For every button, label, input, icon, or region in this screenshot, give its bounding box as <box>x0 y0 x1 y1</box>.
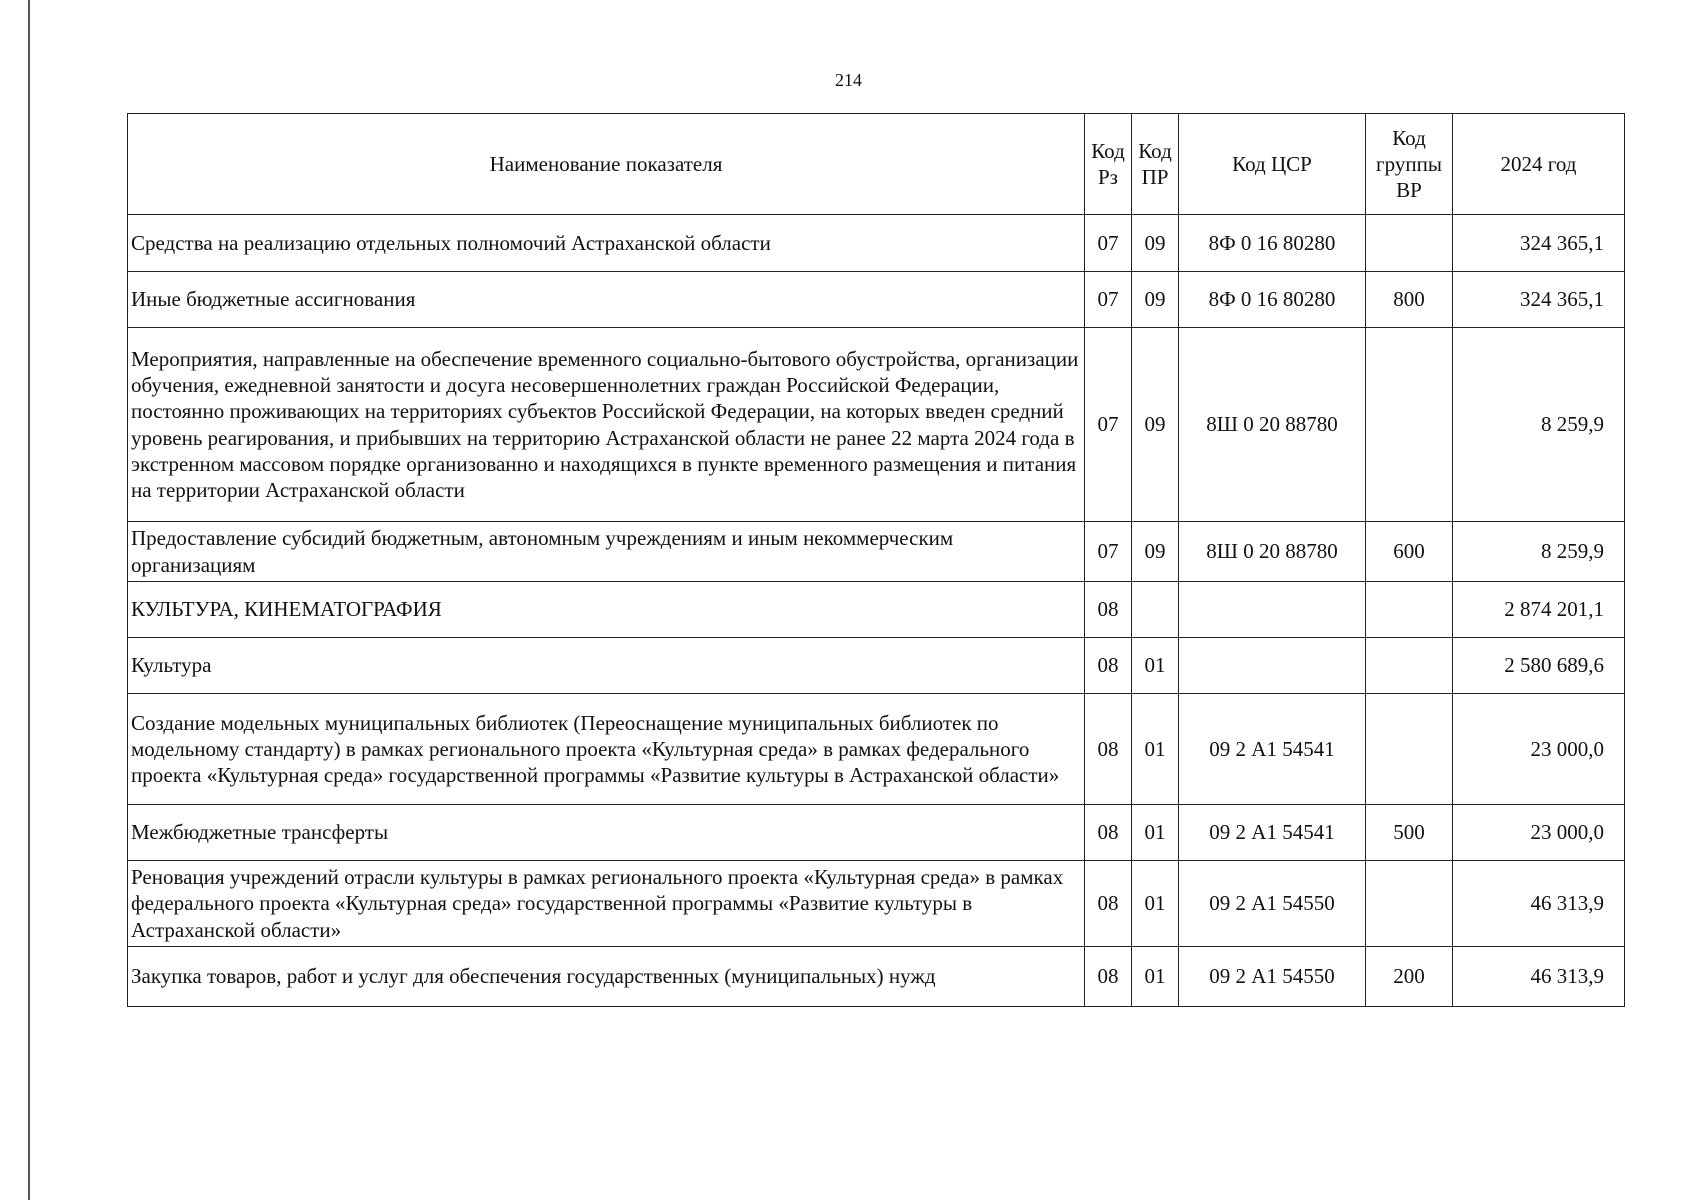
row-vr <box>1366 328 1453 522</box>
row-rz: 07 <box>1085 522 1132 582</box>
row-name: Мероприятия, направленные на обеспечение временного социально-бытового обустройства, организации обучения, ежедневной занятости и досуга несовершеннолетних граждан Российской Федерации, постоянно проживающих на территориях субъектов Российской Федерации, на которых введен средний уровень реагирования, и прибывших на территорию Астраханской области не ранее 22 марта 2024 года в экстренном массовом порядке организованно и находящихся в пункте временного размещения и питания на территории Астраханской области <box>128 328 1085 522</box>
row-csr: 09 2 А1 54541 <box>1179 694 1366 805</box>
table-header-row <box>128 114 1625 215</box>
row-pr: 09 <box>1132 522 1179 582</box>
row-rz: 07 <box>1085 328 1132 522</box>
table-row <box>128 694 1625 805</box>
row-name: Предоставление субсидий бюджетным, автономным учреждениям и иным некоммерческим организациям <box>128 522 1085 582</box>
row-pr: 09 <box>1132 272 1179 328</box>
row-pr <box>1132 582 1179 638</box>
table-row <box>128 272 1625 328</box>
row-vr <box>1366 861 1453 947</box>
row-pr: 01 <box>1132 638 1179 694</box>
row-amount: 46 313,9 <box>1453 947 1625 1007</box>
header-rz: Код Рз <box>1085 114 1132 215</box>
row-vr: 600 <box>1366 522 1453 582</box>
table-row <box>128 947 1625 1007</box>
row-pr: 01 <box>1132 805 1179 861</box>
row-amount: 23 000,0 <box>1453 805 1625 861</box>
header-csr: Код ЦСР <box>1179 114 1366 215</box>
table-row <box>128 638 1625 694</box>
row-csr: 8Ш 0 20 88780 <box>1179 328 1366 522</box>
row-name: Культура <box>128 638 1085 694</box>
row-name: Средства на реализацию отдельных полномочий Астраханской области <box>128 215 1085 272</box>
row-rz: 08 <box>1085 947 1132 1007</box>
row-vr <box>1366 694 1453 805</box>
row-name: КУЛЬТУРА, КИНЕМАТОГРАФИЯ <box>128 582 1085 638</box>
row-name: Создание модельных муниципальных библиотек (Переоснащение муниципальных библиотек по модельному стандарту) в рамках регионального проекта «Культурная среда» в рамках федерального проекта «Культурная среда» государственной программы «Развитие культуры в Астраханской области» <box>128 694 1085 805</box>
row-rz: 08 <box>1085 861 1132 947</box>
row-vr: 800 <box>1366 272 1453 328</box>
table-row <box>128 805 1625 861</box>
row-amount: 8 259,9 <box>1453 522 1625 582</box>
row-name: Закупка товаров, работ и услуг для обеспечения государственных (муниципальных) нужд <box>128 947 1085 1007</box>
table-row <box>128 861 1625 947</box>
row-pr: 01 <box>1132 947 1179 1007</box>
row-amount: 23 000,0 <box>1453 694 1625 805</box>
header-pr: Код ПР <box>1132 114 1179 215</box>
row-vr <box>1366 638 1453 694</box>
row-pr: 09 <box>1132 328 1179 522</box>
row-rz: 08 <box>1085 805 1132 861</box>
row-pr: 01 <box>1132 861 1179 947</box>
row-vr <box>1366 582 1453 638</box>
scan-edge-line <box>28 0 30 1200</box>
row-rz: 07 <box>1085 215 1132 272</box>
row-pr: 01 <box>1132 694 1179 805</box>
row-rz: 08 <box>1085 638 1132 694</box>
row-name: Реновация учреждений отрасли культуры в рамках регионального проекта «Культурная среда» в рамках федерального проекта «Культурная среда» государственной программы «Развитие культуры в Астраханской области» <box>128 861 1085 947</box>
row-vr: 500 <box>1366 805 1453 861</box>
table-row <box>128 522 1625 582</box>
row-csr: 09 2 А1 54550 <box>1179 861 1366 947</box>
row-vr: 200 <box>1366 947 1453 1007</box>
row-pr: 09 <box>1132 215 1179 272</box>
row-amount: 324 365,1 <box>1453 272 1625 328</box>
row-amount: 2 580 689,6 <box>1453 638 1625 694</box>
row-name: Иные бюджетные ассигнования <box>128 272 1085 328</box>
page-number: 214 <box>835 70 862 90</box>
row-csr: 8Ф 0 16 80280 <box>1179 215 1366 272</box>
row-vr <box>1366 215 1453 272</box>
row-csr: 09 2 А1 54550 <box>1179 947 1366 1007</box>
table-row <box>128 582 1625 638</box>
header-name: Наименование показателя <box>128 114 1085 215</box>
row-amount: 46 313,9 <box>1453 861 1625 947</box>
row-name: Межбюджетные трансферты <box>128 805 1085 861</box>
row-csr <box>1179 582 1366 638</box>
row-amount: 2 874 201,1 <box>1453 582 1625 638</box>
row-rz: 08 <box>1085 582 1132 638</box>
row-csr: 8Ш 0 20 88780 <box>1179 522 1366 582</box>
header-vr: Код группы ВР <box>1366 114 1453 215</box>
row-rz: 08 <box>1085 694 1132 805</box>
row-csr: 09 2 А1 54541 <box>1179 805 1366 861</box>
table-row <box>128 328 1625 522</box>
budget-table <box>127 113 1625 1007</box>
row-amount: 324 365,1 <box>1453 215 1625 272</box>
row-csr <box>1179 638 1366 694</box>
row-csr: 8Ф 0 16 80280 <box>1179 272 1366 328</box>
row-amount: 8 259,9 <box>1453 328 1625 522</box>
table-row <box>128 215 1625 272</box>
header-year: 2024 год <box>1453 114 1625 215</box>
row-rz: 07 <box>1085 272 1132 328</box>
